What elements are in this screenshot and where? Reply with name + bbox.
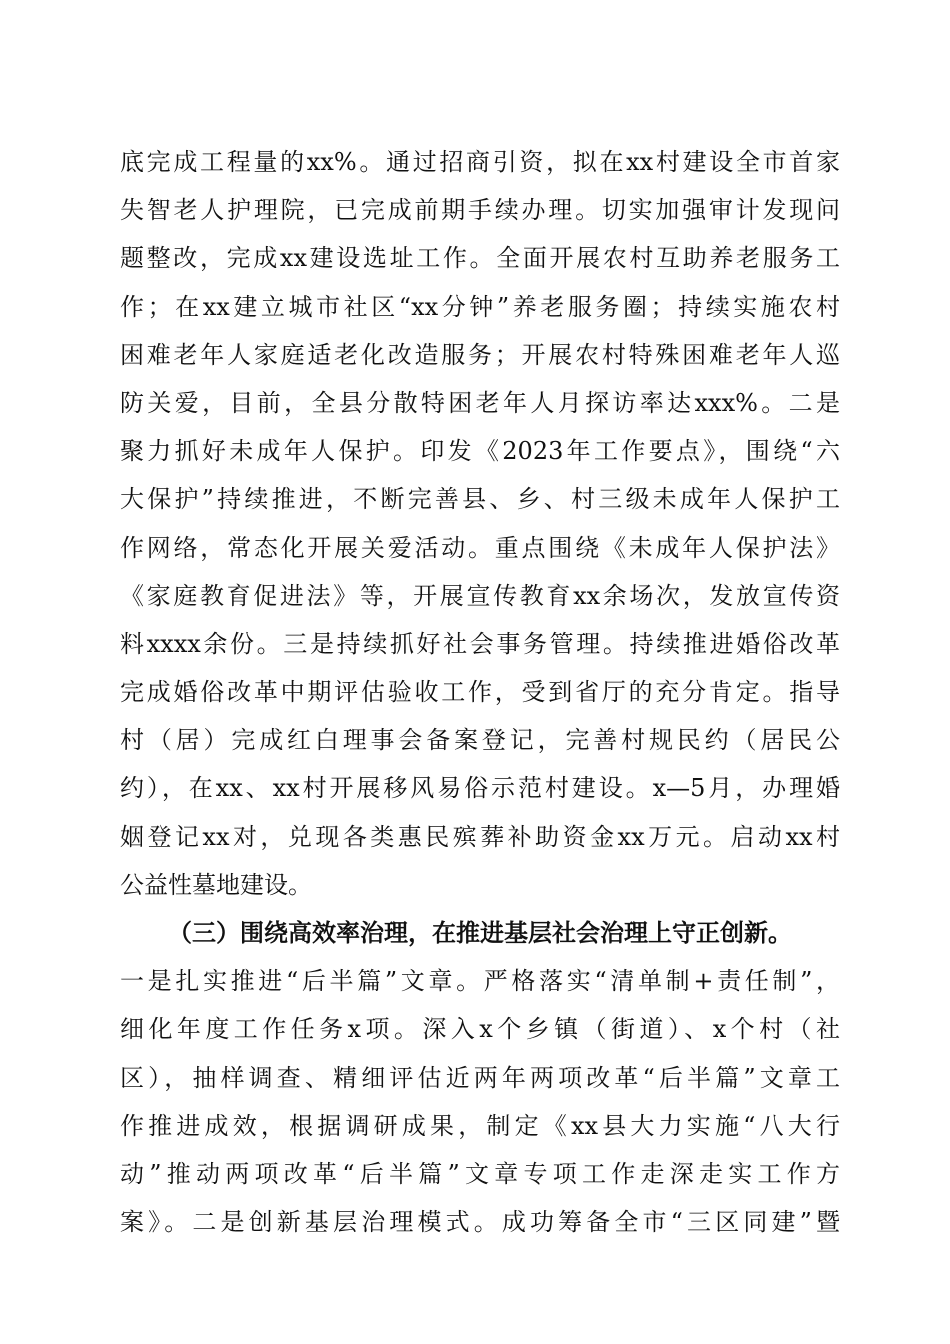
paragraph-line: 村（居）完成红白理事会备案登记，完善村规民约（居民公 — [120, 726, 840, 755]
paragraph-line: 一是扎实推进“后半篇”文章。严格落实“清单制+责任制”， — [120, 967, 840, 996]
paragraph-line: 作推进成效，根据调研成果，制定《xx县大力实施“八大行 — [120, 1111, 840, 1140]
paragraph-line: 底完成工程量的xx%。通过招商引资，拟在xx村建设全市首家 — [120, 148, 840, 176]
paragraph-line: 防关爱，目前，全县分散特困老年人月探访率达xxx%。二是 — [120, 388, 840, 417]
paragraph-line: 失智老人护理院，已完成前期手续办理。切实加强审计发现问 — [120, 196, 840, 225]
body-text — [120, 138, 840, 1246]
paragraph-line: 困难老年人家庭适老化改造服务；开展农村特殊困难老年人巡 — [120, 340, 840, 369]
paragraph-line: 聚力抓好未成年人保护。印发《2023年工作要点》，围绕“六 — [120, 437, 840, 466]
paragraph-line: 区），抽样调查、精细评估近两年两项改革“后半篇”文章工 — [120, 1063, 840, 1092]
paragraph-line: 作；在xx建立城市社区“xx分钟”养老服务圈；持续实施农村 — [120, 292, 840, 321]
paragraph-line: 大保护”持续推进，不断完善县、乡、村三级未成年人保护工 — [120, 485, 840, 514]
section-heading: （三）围绕高效率治理，在推进基层社会治理上守正创新。 — [168, 918, 792, 947]
paragraph-line: 作网络，常态化开展关爱活动。重点围绕《未成年人保护法》 — [120, 533, 840, 562]
paragraph-line: 公益性墓地建设。 — [120, 870, 312, 899]
paragraph-line: 完成婚俗改革中期评估验收工作，受到省厅的充分肯定。指导 — [120, 678, 840, 707]
paragraph-line: 动”推动两项改革“后半篇”文章专项工作走深走实工作方 — [120, 1159, 840, 1188]
paragraph-line: 题整改，完成xx建设选址工作。全面开展农村互助养老服务工 — [120, 244, 840, 273]
paragraph-line: 案》。二是创新基层治理模式。成功筹备全市“三区同建”暨 — [120, 1208, 840, 1237]
paragraph-line: 《家庭教育促进法》等，开展宣传教育xx余场次，发放宣传资 — [120, 581, 840, 610]
paragraph-line: 姻登记xx对，兑现各类惠民殡葬补助资金xx万元。启动xx村 — [120, 822, 840, 851]
paragraph-line: 细化年度工作任务x项。深入x个乡镇（街道）、x个村（社 — [120, 1015, 840, 1044]
paragraph-line: 料xxxx余份。三是持续抓好社会事务管理。持续推进婚俗改革 — [120, 629, 840, 658]
paragraph-line: 约），在xx、xx村开展移风易俗示范村建设。x—5月，办理婚 — [120, 774, 840, 803]
